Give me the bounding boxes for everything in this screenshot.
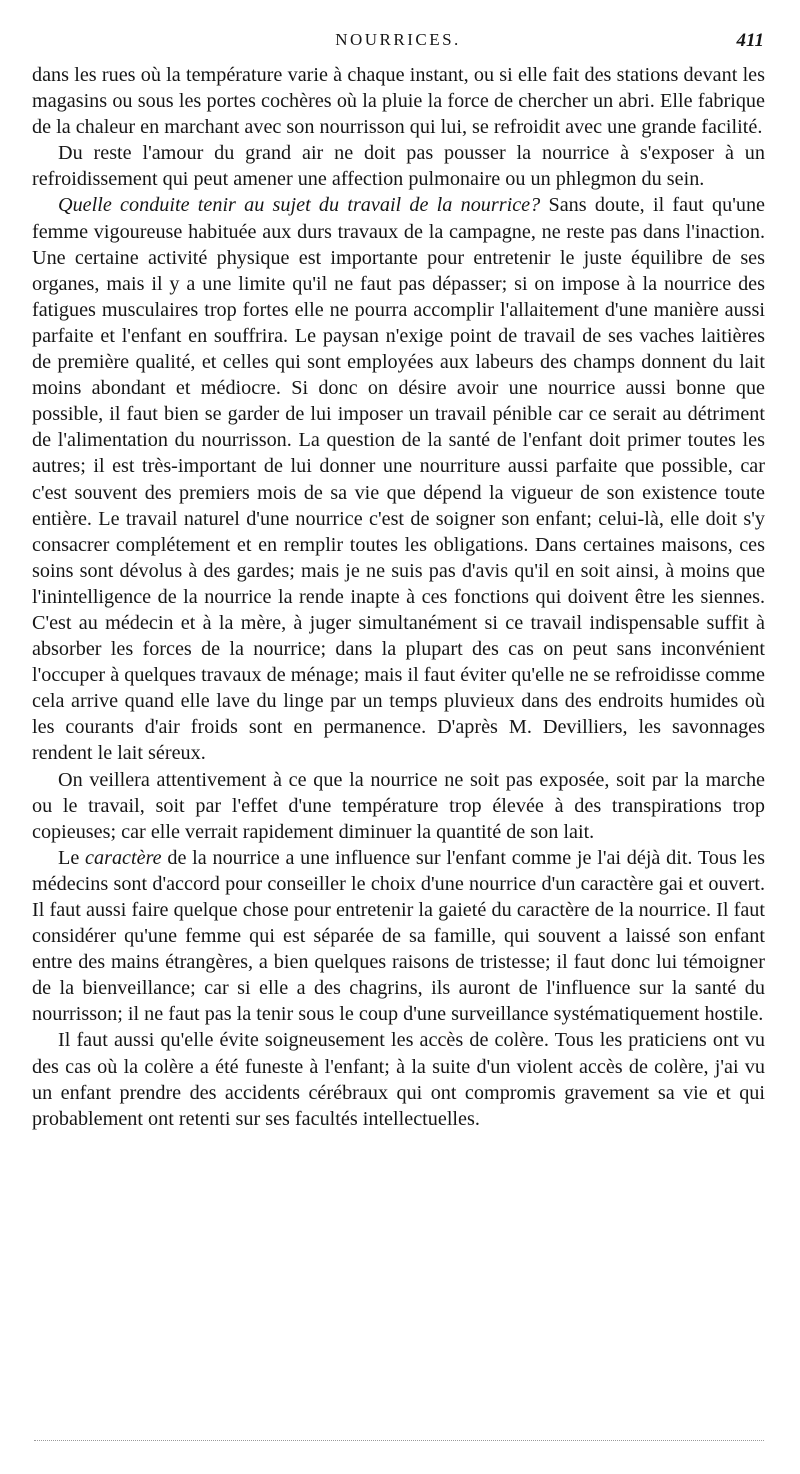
paragraph-continuation xyxy=(32,62,765,140)
body-text xyxy=(32,62,765,1132)
paragraph-text: dans les rues où la température varie à chaque instant, ou si elle fait des stations devant les magasins ou sous les portes cochères où la pluie la force de chercher un abri. Elle fabrique de la chaleur en marchant avec son nourrisson qui lui, se refroidit avec une grande facilité. xyxy=(32,64,765,139)
bottom-dotted-rule xyxy=(34,1440,764,1441)
paragraph-caractere xyxy=(32,845,765,1028)
paragraph-travail xyxy=(32,192,765,766)
page-number: 411 xyxy=(736,30,764,51)
paragraph-text: de la nourrice a une influence sur l'enfant comme je l'ai déjà dit. Tous les médecins sont d'accord pour conseiller le choix d'une nourrice d'un caractère gai et ouvert. Il faut aussi faire quelque chose pour entretenir la gaieté du caractère de la nourrice. Il faut considérer qu'une femme qui est séparée de sa famille, qui souvent a laissé son enfant entre des mains étrangères, a bien quelques raisons de tristesse; il faut donc lui témoigner de la bienveillance; car si elle a des chagrins, ils auront de l'influence sur la santé du nourrisson; il ne faut pas la tenir sous le coup d'une surveillance systématiquement hostile. xyxy=(32,846,765,1026)
paragraph-text: Le xyxy=(58,846,86,869)
paragraph-grand-air xyxy=(32,140,765,192)
paragraph-colere xyxy=(32,1027,765,1131)
emphasized-term: caractère xyxy=(85,846,162,869)
section-question-heading: Quelle conduite tenir au sujet du travail de la nourrice? xyxy=(58,194,541,217)
paragraph-text: Il faut aussi qu'elle évite soigneusement les accès de colère. Tous les praticiens ont vu des cas où la colère a été funeste à l'enfant; à la suite d'un violent accès de colère, j'ai vu un enfant prendre des accidents cérébraux qui ont compromis gravement sa vie et qui probablement ont retenti sur ses facultés intellectuelles. xyxy=(32,1029,765,1130)
running-head xyxy=(32,30,764,60)
paragraph-text: Du reste l'amour du grand air ne doit pas pousser la nourrice à s'exposer à un refroidissement qui peut amener une affection pulmonaire ou un phlegmon du sein. xyxy=(32,142,765,191)
paragraph-text: On veillera attentivement à ce que la nourrice ne soit pas exposée, soit par la marche ou le travail, soit par l'effet d'une température trop élevée à des transpirations trop copieuses; car elle verrait rapidement diminuer la quantité de son lait. xyxy=(32,768,765,843)
running-title: NOURRICES. xyxy=(335,30,461,49)
paragraph-transpiration xyxy=(32,767,765,845)
paragraph-text: Sans doute, il faut qu'une femme vigoureuse habituée aux durs travaux de la campagne, ne reste pas dans l'inaction. Une certaine activité physique est importante pour entretenir le juste équilibre de ses organes, mais il y a une limite qu'il ne faut pas dépasser; si on impose à la nourrice des fatigues musculaires trop fortes elle ne pourra accomplir l'allaitement d'une manière aussi parfaite et l'enfant en souffrira. Le paysan n'exige point de travail de ses vaches laitières de première qualité, et celles qui sont employées aux labeurs des champs donnent du lait moins abondant et médiocre. Si donc on désire avoir une nourrice aussi bonne que possible, il faut bien se garder de lui imposer un travail pénible car ce serait au détriment de l'alimentation du nourrisson. La question de la santé de l'enfant doit primer toutes les autres; il est très-important de lui donner une nourriture aussi parfaite que possible, car c'est souvent des premiers mois de sa vie que dépend la vigueur de son existence toute entière. Le travail naturel d'une nourrice c'est de soigner son enfant; celui-là, elle doit s'y consacrer complétement et en remplir toutes les obligations. Dans certaines maisons, ces soins sont dévolus à des gardes; mais je ne suis pas d'avis qu'il en soit ainsi, à moins que l'inintelligence de la nourrice la rende inapte à ces fonctions qui doivent être les siennes. C'est au médecin et à la mère, à juger simultanément si ce travail indispensable suffit à absorber les forces de la nourrice; dans la plupart des cas on peut sans inconvénient l'occuper à quelques travaux de ménage; mais il faut éviter qu'elle ne se refroidisse comme cela arrive quand elle lave du linge par un temps pluvieux dans des endroits humides où les courants d'air froids sont en permanence. D'après M. Devilliers, les savonnages rendent le lait séreux. xyxy=(32,194,765,765)
